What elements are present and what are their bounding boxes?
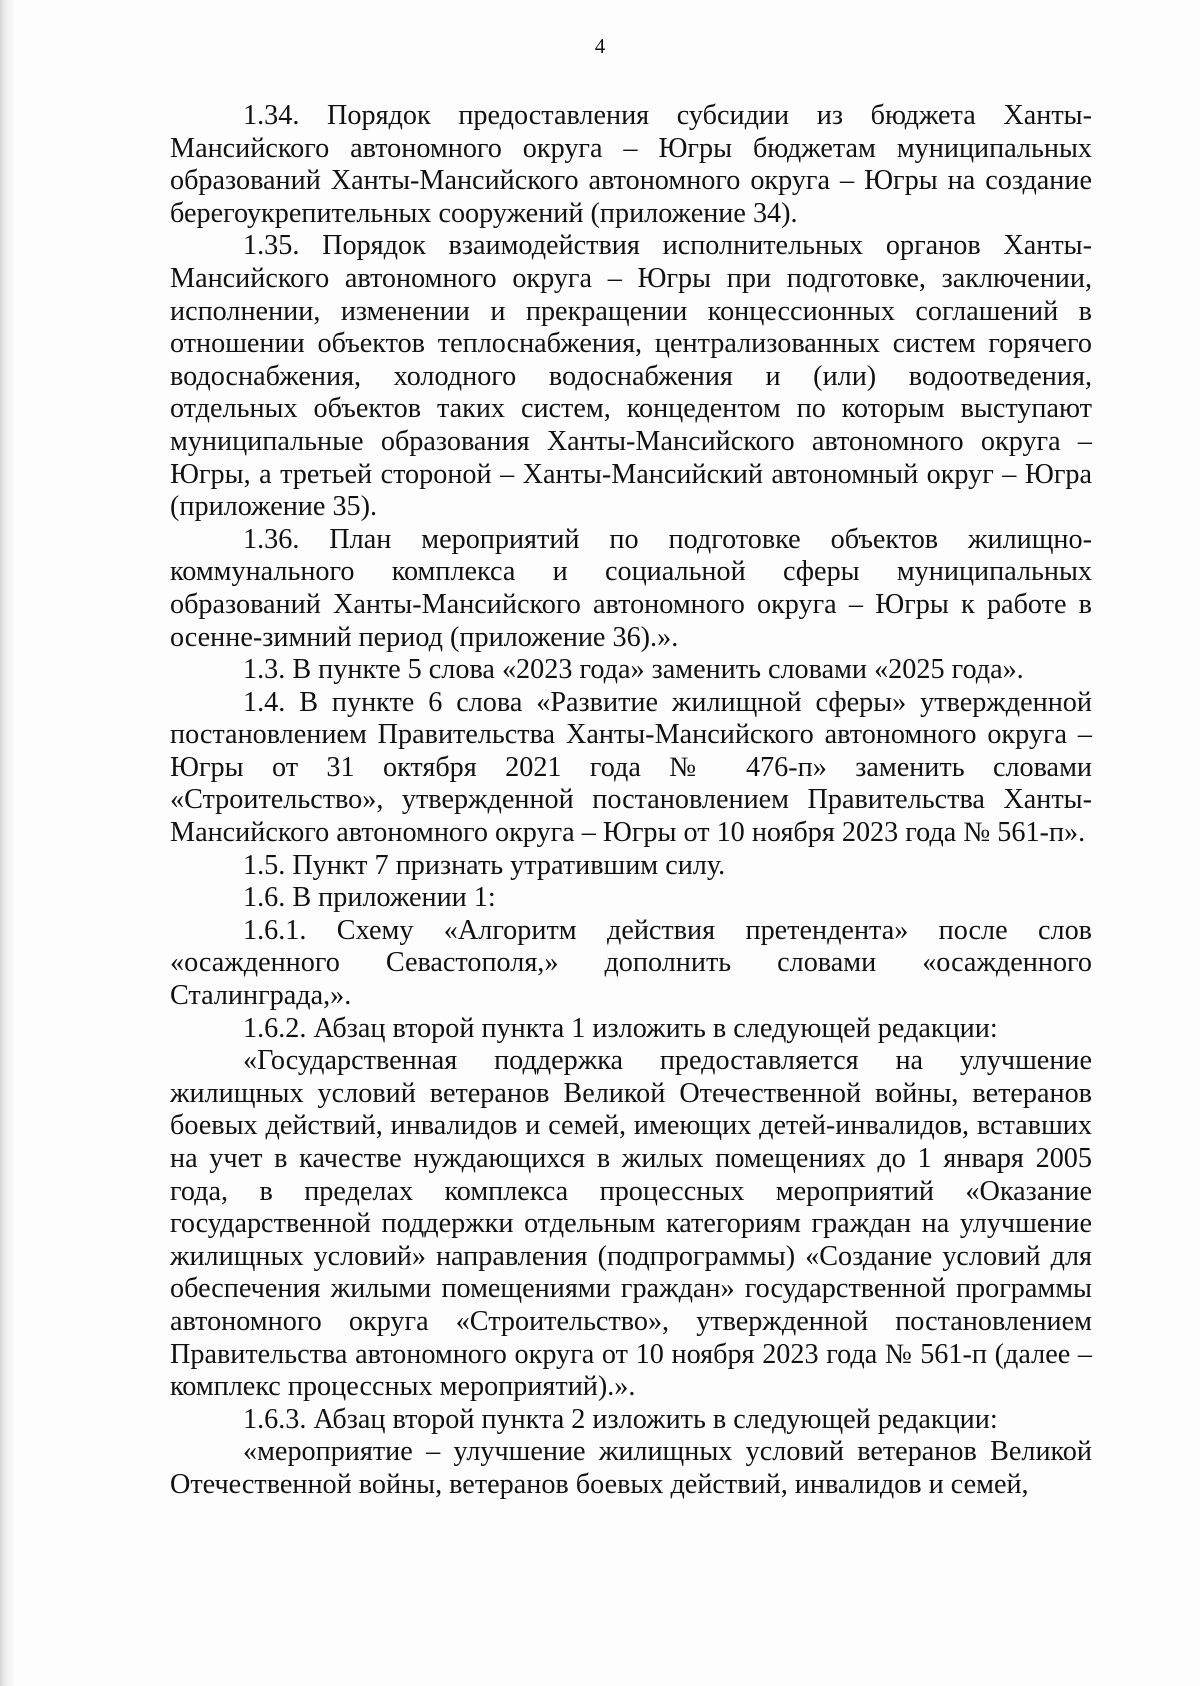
paragraph-1-6-2: 1.6.2. Абзац второй пункта 1 изложить в следующей редакции:	[243, 1012, 998, 1044]
paragraph-1-6: 1.6. В приложении 1:	[243, 882, 496, 914]
paragraph-1-35: 1.35. Порядок взаимодействия исполнительных органов Ханты-Мансийского автономного округа – Югры при подготовке, заключении, исполнении, изменении и прекращении концессионных соглашений в отношении объектов теплоснабжения, централизованных систем горячего водоснабжения, холодного водоснабжения и (или) водоотведения, отдельных объектов таких систем, концедентом по которым выступают муниципальные образования Ханты-Мансийского автономного округа – Югры, а третьей стороной – Ханты-Мансийский автономный округ – Югра (приложение 35).	[170, 230, 1092, 523]
paragraph-1-36: 1.36. План мероприятий по подготовке объектов жилищно-коммунального комплекса и социальной сферы муниципальных образований Ханты-Мансийского автономного округа – Югры к работе в осенне-зимний период (приложение 36).».	[170, 523, 1092, 653]
scan-edge-shadow	[0, 0, 14, 1686]
page-number: 4	[594, 34, 606, 58]
paragraph-1-34: 1.34. Порядок предоставления субсидии из бюджета Ханты-Мансийского автономного округа – Югры бюджетам муниципальных образований Ханты-Мансийского автономного округа – Югры на создание берегоукрепительных сооружений (приложение 34).	[170, 100, 1092, 229]
paragraph-1-4: 1.4. В пункте 6 слова «Развитие жилищной сферы» утвержденной постановлением Правительства Ханты-Мансийского автономного округа – Югры от 31 октября 2021 года № 476-п» заменить словами «Строительство», утвержденной постановлением Правительства Ханты-Мансийского автономного округа – Югры от 10 ноября 2023 года № 561-п».	[170, 686, 1092, 849]
paragraph-1-6-1: 1.6.1. Схему «Алгоритм действия претендента» после слов «осажденного Севастополя,» дополнить словами «осажденного Сталинграда,».	[170, 914, 1092, 1012]
paragraph-1-6-3: 1.6.3. Абзац второй пункта 2 изложить в следующей редакции:	[243, 1403, 998, 1435]
paragraph-1-3: 1.3. В пункте 5 слова «2023 года» заменить словами «2025 года».	[243, 654, 1024, 686]
paragraph-1-5: 1.5. Пункт 7 признать утратившим силу.	[243, 849, 726, 881]
document-body	[170, 100, 1092, 1502]
paragraph-quote-support: «Государственная поддержка предоставляется на улучшение жилищных условий ветеранов Великой Отечественной войны, ветеранов боевых действий, инвалидов и семей, имеющих детей-инвалидов, вставших на учет в качестве нуждающихся в жилых помещениях до 1 января 2005 года, в пределах комплекса процессных мероприятий «Оказание государственной поддержки отдельным категориям граждан на улучшение жилищных условий» направления (подпрограммы) «Создание условий для обеспечения жилыми помещениями граждан» государственной программы автономного округа «Строительство», утвержденной постановлением Правительства автономного округа от 10 ноября 2023 года № 561-п (далее – комплекс процессных мероприятий).».	[170, 1045, 1092, 1403]
paragraph-quote-measure: «мероприятие – улучшение жилищных условий ветеранов Великой Отечественной войны, ветеранов боевых действий, инвалидов и семей,	[170, 1436, 1092, 1500]
